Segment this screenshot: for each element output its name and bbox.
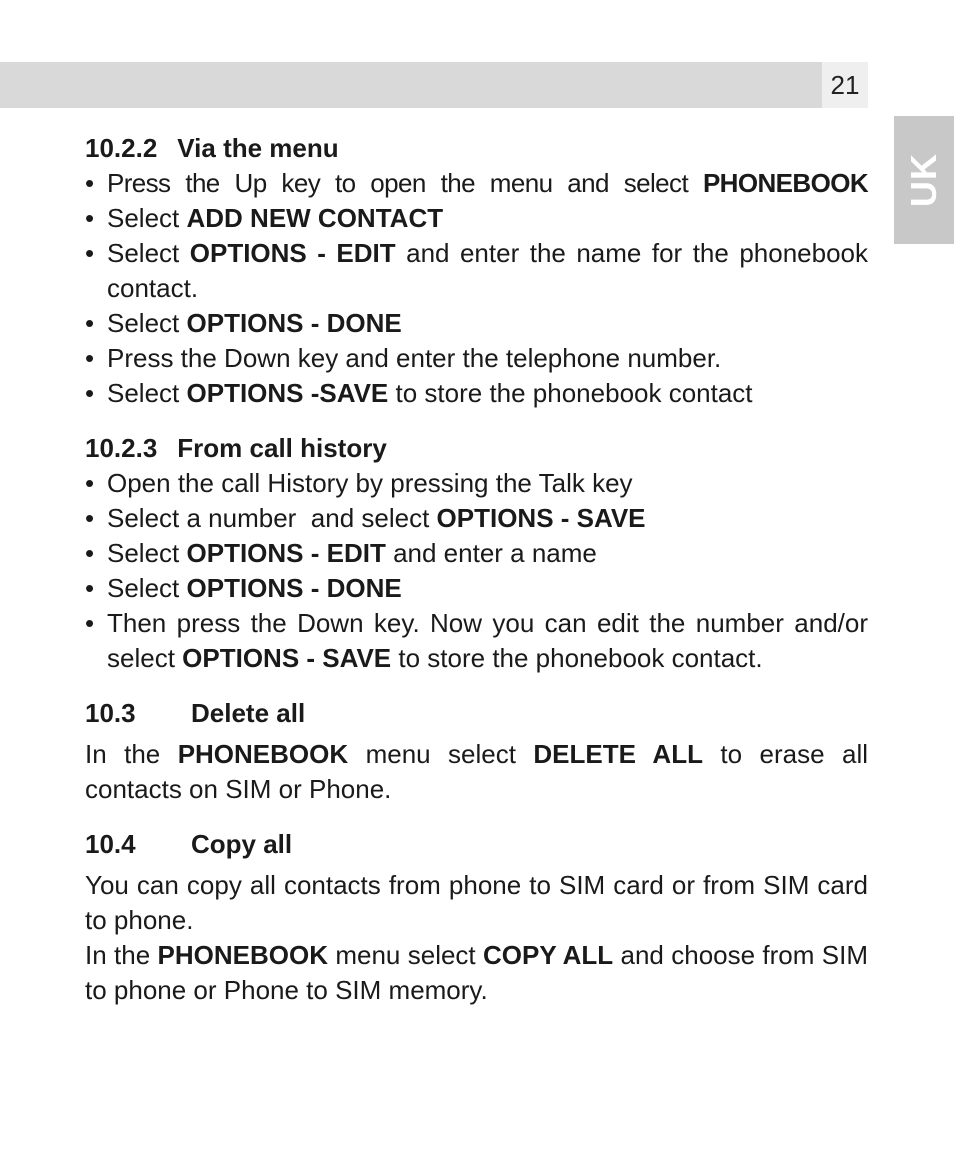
paragraph: In the PHONEBOOK menu select DELETE ALL to erase all contacts on SIM or Phone. bbox=[85, 739, 868, 804]
section-number: 10.2.2 bbox=[85, 133, 158, 163]
list-item: • Press the Down key and enter the telephone number. bbox=[85, 341, 868, 376]
header-bar bbox=[0, 62, 822, 108]
section-heading-10-3 bbox=[85, 696, 868, 731]
section-heading-10-4 bbox=[85, 827, 868, 862]
section-title: From call history bbox=[177, 433, 387, 463]
section-number: 10.4 bbox=[85, 829, 136, 859]
paragraph: In the PHONEBOOK menu select COPY ALL and choose from SIM to phone or Phone to SIM memory. bbox=[85, 940, 868, 1005]
section-number: 10.3 bbox=[85, 698, 136, 728]
section-heading-10-2-2 bbox=[85, 131, 868, 166]
section-heading-10-2-3 bbox=[85, 431, 868, 466]
paragraph: You can copy all contacts from phone to SIM card or from SIM card to phone. bbox=[85, 870, 868, 935]
list-item: • Select a number and select OPTIONS - SAVE bbox=[85, 501, 868, 536]
list-item: • Select OPTIONS - EDIT and enter a name bbox=[85, 536, 868, 571]
language-tab bbox=[894, 116, 954, 244]
list-item: • Open the call History by pressing the Talk key bbox=[85, 466, 868, 501]
section-number: 10.2.3 bbox=[85, 433, 158, 463]
list-item: • Select OPTIONS - DONE bbox=[85, 571, 868, 606]
steps-list-10-2-3 bbox=[85, 466, 868, 676]
section-title: Copy all bbox=[191, 829, 293, 859]
list-item: • Select OPTIONS - DONE bbox=[85, 306, 868, 341]
language-tab-label: UK bbox=[903, 153, 944, 207]
list-item: • Select OPTIONS - EDIT and enter the name for the phonebook contact. bbox=[85, 236, 868, 306]
steps-list-10-2-2 bbox=[85, 166, 868, 411]
section-title: Via the menu bbox=[177, 133, 339, 163]
list-item: • Select OPTIONS -SAVE to store the phonebook contact bbox=[85, 376, 868, 411]
page-number: 21 bbox=[822, 62, 868, 108]
page-content bbox=[85, 131, 868, 1008]
list-item: • Press the Up key to open the menu and select PHONEBOOK bbox=[85, 166, 868, 201]
section-title: Delete all bbox=[191, 698, 306, 728]
list-item: • Then press the Down key. Now you can edit the number and/or select OPTIONS - SAVE to store the phonebook contact. bbox=[85, 606, 868, 676]
list-item: • Select ADD NEW CONTACT bbox=[85, 201, 868, 236]
